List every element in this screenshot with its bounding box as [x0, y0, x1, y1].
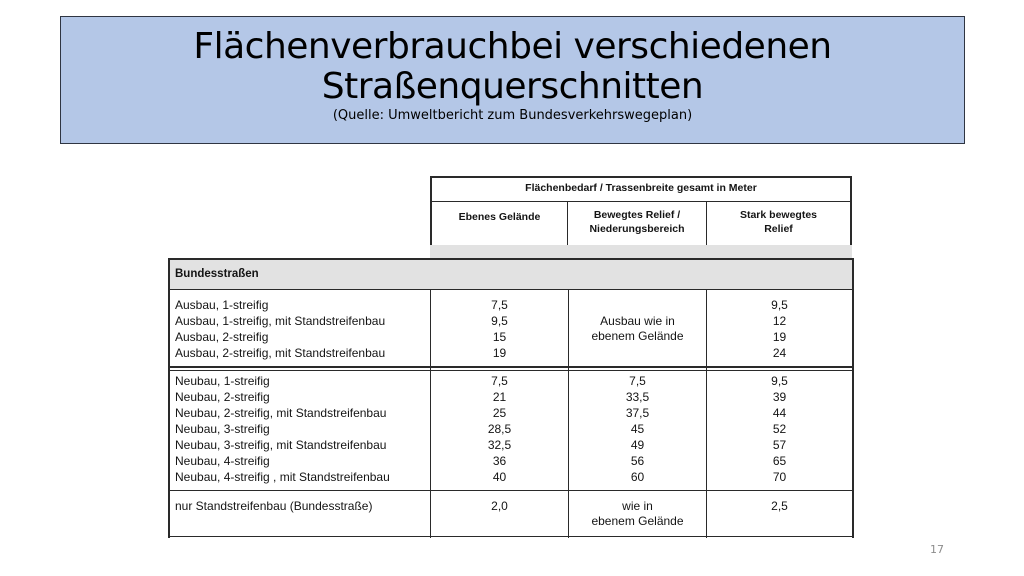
table-cell: 21 [492, 390, 507, 404]
table-cell: 28,5 [487, 422, 512, 436]
table-cell: 15 [492, 330, 507, 344]
table-cell: 2,0 [491, 499, 508, 513]
neubau-col-flat [431, 373, 568, 485]
table-line [168, 536, 854, 537]
table-cell: 40 [492, 470, 507, 484]
table-cell: ebenem Gelände [591, 514, 684, 528]
column-header-moderate-line-1: Bewegtes Relief / [593, 209, 681, 221]
table-cell: 45 [630, 422, 645, 436]
table-cell: 12 [772, 314, 787, 328]
table-header-shade [430, 245, 852, 258]
ausbau-col-steep [707, 297, 852, 361]
table-cell: 56 [630, 454, 645, 468]
slide-title-box [60, 16, 965, 144]
table-cell: 9,5 [771, 374, 788, 388]
table-cell: 36 [492, 454, 507, 468]
neubau-labels [175, 373, 390, 485]
table-cell: 32,5 [487, 438, 512, 452]
table-cell: 65 [772, 454, 787, 468]
table-line [168, 370, 854, 371]
table-line [168, 490, 854, 491]
table-row-label: Neubau, 3-streifig [175, 422, 270, 436]
page-number: 17 [930, 543, 944, 556]
table-cell: 49 [630, 438, 645, 452]
table-row-label: Ausbau, 1-streifig, mit Standstreifenbau [175, 314, 386, 328]
table-top-header: Flächenbedarf / Trassenbreite gesamt in Meter [525, 182, 757, 194]
table-cell: 9,5 [771, 298, 788, 312]
table-cell: 24 [772, 346, 787, 360]
slide-source-note: (Quelle: Umweltbericht zum Bundesverkehrswegeplan) [332, 108, 693, 123]
table-row-label: Neubau, 3-streifig, mit Standstreifenbau [175, 438, 387, 452]
table-cell: 25 [492, 406, 507, 420]
column-header-steep-line-2: Relief [764, 223, 793, 235]
table-row-label: Neubau, 1-streifig [175, 374, 270, 388]
table-cell: 19 [492, 346, 507, 360]
table-cell: 39 [772, 390, 787, 404]
table-line [168, 258, 170, 538]
table-row-label: Ausbau, 1-streifig [175, 298, 269, 312]
column-header-moderate-line-2: Niederungsbereich [589, 223, 685, 235]
table-line [850, 176, 852, 246]
table-row-label: Neubau, 2-streifig, mit Standstreifenbau [175, 406, 387, 420]
table-cell: 37,5 [625, 406, 650, 420]
table-cell: 7,5 [491, 374, 508, 388]
table-row-label: Neubau, 4-streifig [175, 454, 270, 468]
neubau-col-moderate [569, 373, 706, 485]
table-cell: wie in [622, 499, 653, 513]
table-line [430, 176, 852, 178]
table-cell: 7,5 [491, 298, 508, 312]
column-header-steep-line-1: Stark bewegtes [739, 209, 818, 221]
table-cell: 19 [772, 330, 787, 344]
table-cell: 9,5 [491, 314, 508, 328]
ausbau-col-moderate-line-2: ebenem Gelände [591, 329, 684, 343]
ausbau-labels [175, 297, 385, 361]
slide-title-line-2: Straßenquerschnitten [321, 66, 704, 107]
ausbau-col-flat [431, 297, 568, 361]
table-line [168, 258, 854, 260]
section-title-shade [169, 259, 852, 289]
table-row-label: Neubau, 2-streifig [175, 390, 270, 404]
table-cell: 2,5 [771, 499, 788, 513]
table-line [168, 366, 854, 368]
table-cell: 44 [772, 406, 787, 420]
table-line [430, 201, 852, 202]
table-cell: 60 [630, 470, 645, 484]
table-cell: 7,5 [629, 374, 646, 388]
table-row-label: nur Standstreifenbau (Bundesstraße) [175, 499, 373, 513]
table-cell: 57 [772, 438, 787, 452]
table-cell: 52 [772, 422, 787, 436]
slide-title-line-1: Flächenverbrauchbei verschiedenen [193, 26, 832, 67]
neubau-col-steep [707, 373, 852, 485]
table-line [852, 258, 854, 538]
table-row-label: Neubau, 4-streifig , mit Standstreifenbau [175, 470, 390, 484]
table-cell: 70 [772, 470, 787, 484]
table-row-label: Ausbau, 2-streifig [175, 330, 269, 344]
table-row-label: Ausbau, 2-streifig, mit Standstreifenbau [175, 346, 386, 360]
ausbau-col-moderate-line-1: Ausbau wie in [600, 314, 675, 328]
table-line [168, 289, 854, 290]
section-title-bundesstrassen: Bundesstraßen [175, 268, 259, 280]
column-header-flat: Ebenes Gelände [458, 211, 541, 223]
table-cell: 33,5 [625, 390, 650, 404]
